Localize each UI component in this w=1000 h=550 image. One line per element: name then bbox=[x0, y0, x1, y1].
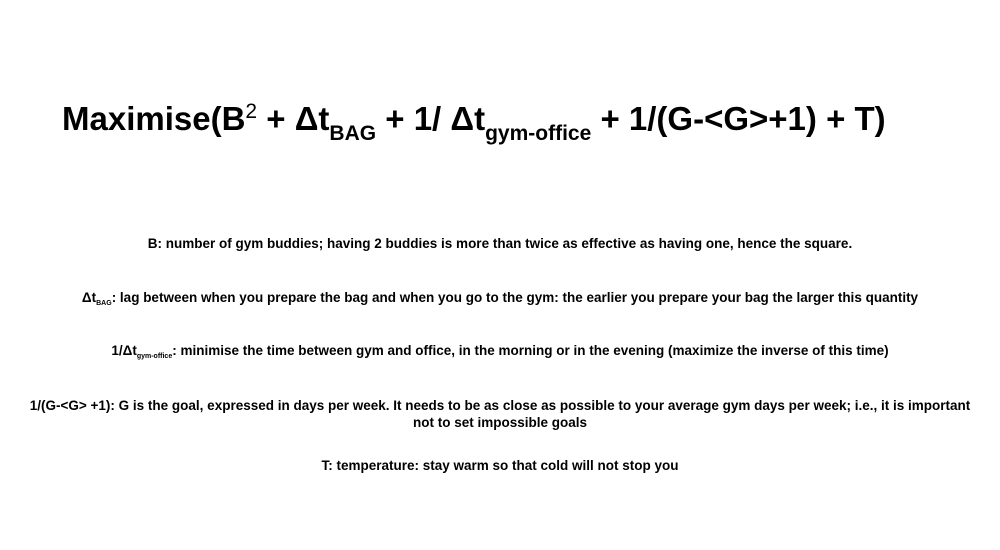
definition-bag-lag-symbol: Δt bbox=[81, 290, 97, 305]
definition-gym-office-subscript: gym-office bbox=[136, 353, 173, 360]
formula-plus-delta-t: + Δt bbox=[257, 100, 330, 137]
definition-bag-lag-text: : lag between when you prepare the bag and when you go to the gym: the earlier you prepare your bag the larger this quantity bbox=[111, 290, 919, 305]
formula-tail: + 1/(G-<G>+1) + T) bbox=[591, 100, 886, 137]
formula-heading bbox=[62, 96, 962, 145]
definition-bag-lag bbox=[0, 289, 1000, 306]
definition-gym-office-symbol: 1/Δt bbox=[111, 343, 137, 358]
formula-plus-inverse-delta-t: + 1/ Δt bbox=[376, 100, 486, 137]
formula-subscript-gym-office: gym-office bbox=[485, 122, 592, 145]
definition-goal: 1/(G-<G> +1): G is the goal, expressed in days per week. It needs to be as close as possible to your average gym days per week; i.e., it is important not to set impossible goals bbox=[29, 398, 971, 430]
definition-buddies: B: number of gym buddies; having 2 buddies is more than twice as effective as having one, hence the square. bbox=[147, 236, 853, 251]
formula-subscript-bag: BAG bbox=[329, 122, 377, 145]
definition-temperature: T: temperature: stay warm so that cold will not stop you bbox=[321, 458, 679, 473]
formula-prefix: Maximise(B bbox=[62, 100, 246, 137]
definition-gym-office-text: : minimise the time between gym and office, in the morning or in the evening (maximize the inverse of this time) bbox=[172, 343, 889, 358]
definition-bag-lag-subscript: BAG bbox=[96, 300, 112, 307]
formula-b-exponent: 2 bbox=[245, 100, 258, 123]
definition-gym-office bbox=[0, 342, 1000, 359]
